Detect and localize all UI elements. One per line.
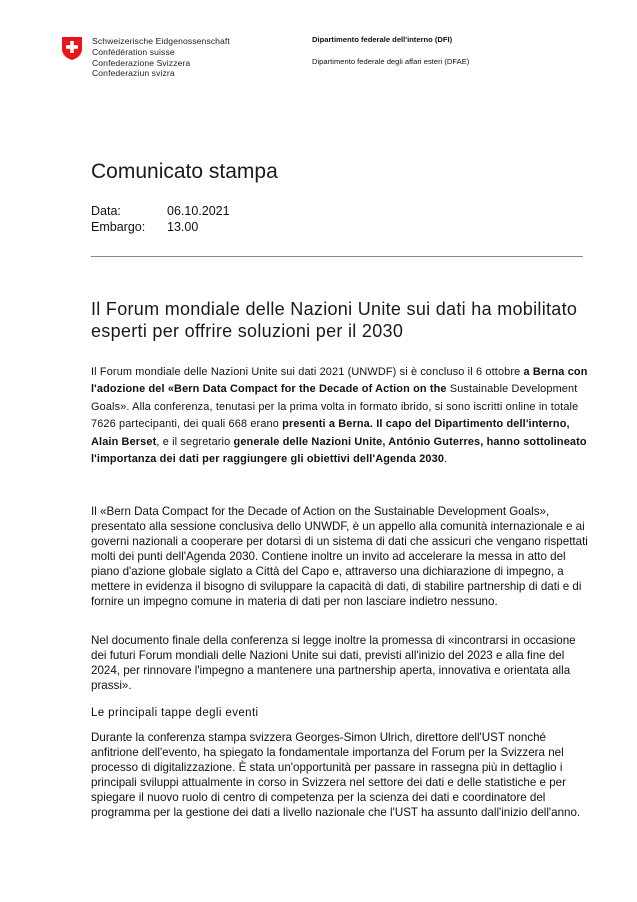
confederation-name-de: Schweizerische Eidgenossenschaft: [92, 36, 230, 46]
section-subheading: Le principali tappe degli eventi: [91, 707, 259, 719]
swiss-crest-icon: [61, 36, 83, 61]
lead-bold-1: a Berna con l'adozione del «Bern Data Compact for the Decade of Action on the: [91, 366, 588, 396]
document-meta: [91, 203, 230, 235]
lead-text-1: Il Forum mondiale delle Nazioni Unite sui dati 2021 (UNWDF) si è concluso il 6 ottobre: [91, 366, 524, 378]
confederation-name-it: Confederazione Svizzera: [92, 57, 191, 68]
confederation-name-rm: Confederaziun svizra: [92, 68, 175, 79]
lead-paragraph: [91, 364, 593, 468]
department-primary: Dipartimento federale dell'interno (DFI): [312, 35, 453, 44]
lead-bold-2: presenti a Berna. Il capo del Dipartimento dell'interno, Alain Berset: [91, 418, 570, 448]
lead-bold-3: generale delle Nazioni Unite, António Guterres, hanno sottolineato l'importanza dei dati per raggiungere gli obiettivi dell'Agenda 2030: [91, 435, 587, 466]
body-paragraph-3: Durante la conferenza stampa svizzera Georges-Simon Ulrich, direttore dell'UST nonché anfitrione dell'evento, ha spiegato la fondamentale importanza del Forum per la Svizzera nel processo di digitalizzazione. È stata un'opportunità per passare in rassegna più in dettaglio i principali sviluppi attualmente in corso in Svizzera nel settore dei dati e delle statistiche e per spiegare il nuovo ruolo di centro di competenza per la scienza dei dati e coordinatore del programma per la gestione dei dati a livello nazionale che l'UST ha assunto dall'inizio dell'anno.: [91, 731, 581, 819]
meta-row-date: [91, 203, 230, 219]
meta-row-embargo: [91, 219, 230, 235]
page-title: Comunicato stampa: [91, 160, 278, 183]
meta-date-value: 06.10.2021: [167, 204, 230, 218]
body-paragraph-1: Il «Bern Data Compact for the Decade of Action on the Sustainable Development Goals», presentato alla sessione conclusiva dello UNWDF, è un appello alla comunità internazionale e ai governi nazionali a cooperare per dotarsi di un sistema di dati che assicuri che vengano rispettati molti dei punti dell'Agenda 2030. Contiene inoltre un invito ad accelerare la messa in atto del piano d'azione globale siglato a Città del Capo e, attraverso una dichiarazione di impegno, a mettere in evidenza il bisogno di sviluppare la capacità di dati, di stabilire partnership di dati e di fornire un impegno comune in materia di dati per non lasciare indietro nessuno.: [91, 505, 588, 608]
body-paragraph-2: Nel documento finale della conferenza si legge inoltre la promessa di «incontrarsi in occasione dei futuri Forum mondiali delle Nazioni Unite sui dati, previsti all'inizio del 2023 e alla fine del 2024, per rinnovare l'impegno a mantenere una partnership aperta, innovativa e orientata alla prassi».: [91, 634, 576, 692]
lead-text-4: .: [444, 453, 448, 466]
lead-text-3: , e il segretario: [156, 435, 234, 448]
confederation-names: [92, 36, 230, 79]
department-secondary: Dipartimento federale degli affari esteri (DFAE): [312, 57, 470, 66]
confederation-name-fr: Confédération suisse: [92, 46, 175, 57]
headline: Il Forum mondiale delle Nazioni Unite sui dati ha mobilitato esperti per offrire soluzioni per il 2030: [91, 299, 578, 341]
meta-embargo-label: Embargo:: [91, 220, 146, 234]
meta-date-label: Data:: [91, 204, 121, 218]
lead-text-2: Sustainable Development Goals». Alla conferenza, tenutasi per la prima volta in formato ibrido, si sono iscritti online in totale 7626 partecipanti, dei quali 668 erano: [91, 383, 579, 431]
meta-embargo-value: 13.00: [167, 220, 199, 234]
divider: [91, 256, 583, 257]
